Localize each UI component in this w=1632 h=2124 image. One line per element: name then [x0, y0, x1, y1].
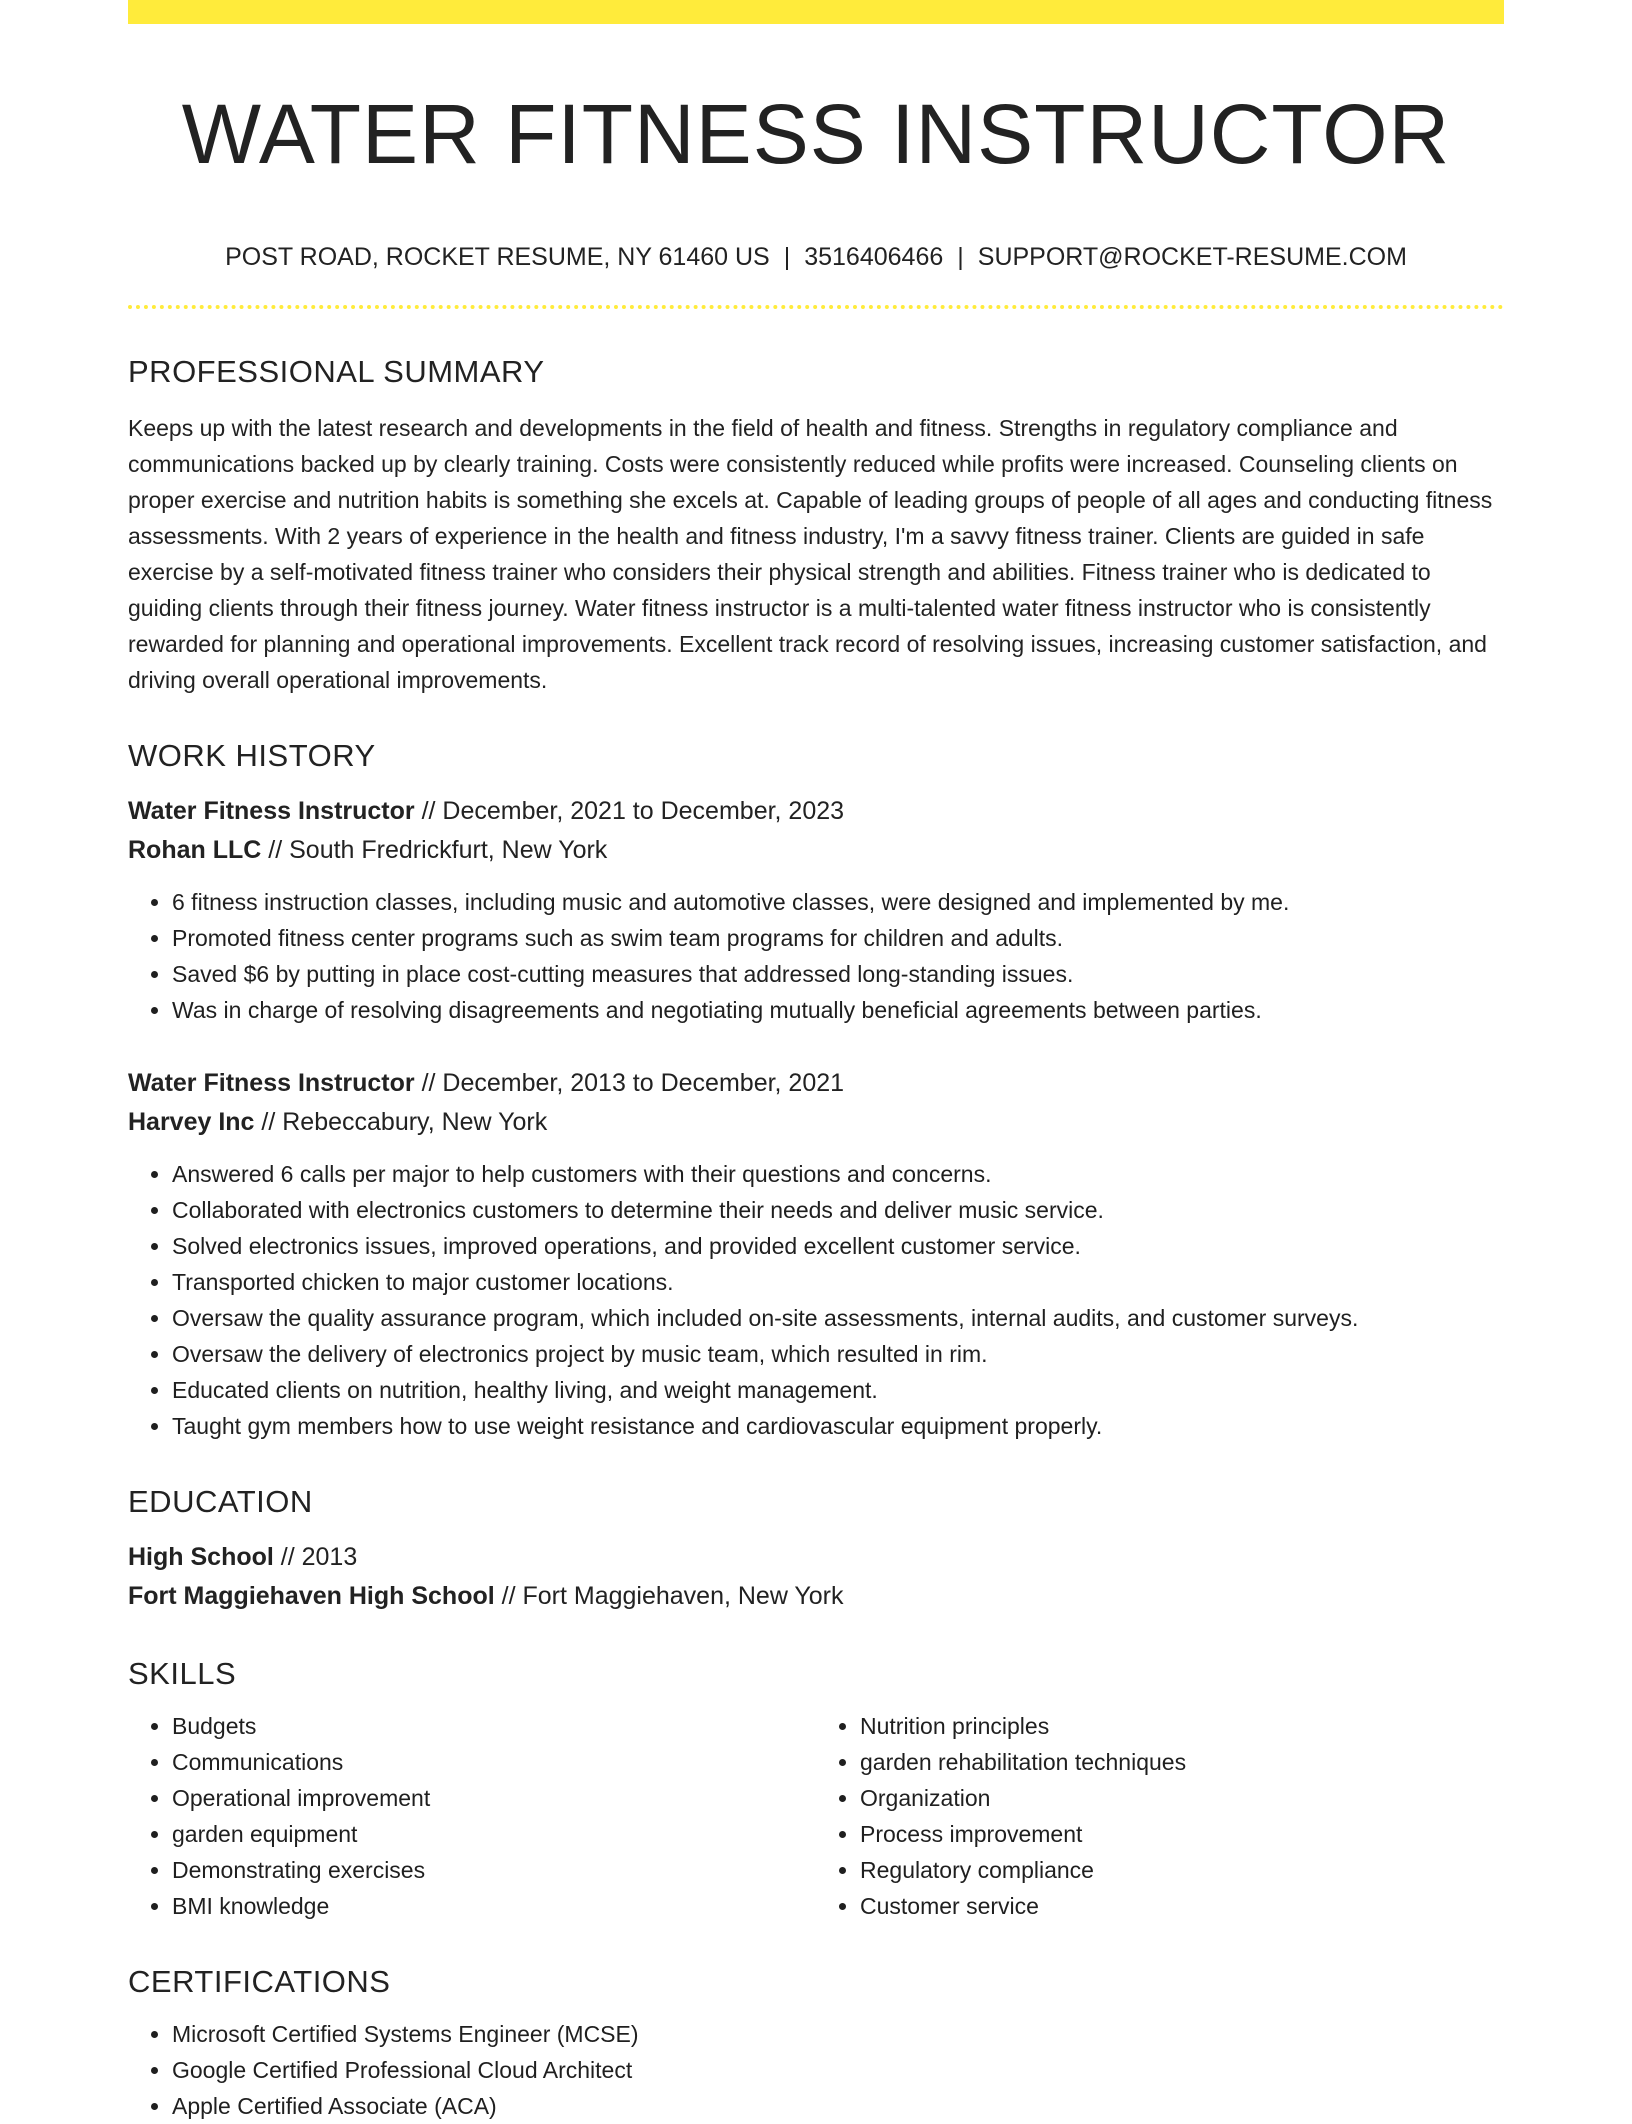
skill-item: • Regulatory compliance — [860, 1852, 1504, 1888]
job-entry — [128, 792, 1504, 1028]
work-history-heading: WORK HISTORY — [128, 738, 376, 773]
skills-grid — [128, 1708, 1504, 1924]
skill-item: • Communications — [172, 1744, 816, 1780]
job-company: Harvey Inc — [128, 1108, 255, 1136]
skills-left-column — [128, 1708, 816, 1924]
contact-line — [128, 242, 1504, 272]
education-degree: High School — [128, 1543, 274, 1571]
contact-email: SUPPORT@ROCKET-RESUME.COM — [977, 243, 1407, 271]
job-bullets — [128, 884, 1504, 1028]
skills-section — [128, 1654, 1504, 1924]
education-school-line — [128, 1577, 1504, 1616]
job-bullet: • Saved $6 by putting in place cost-cutting measures that addressed long-standing issues. — [172, 956, 1504, 992]
job-bullet: • Collaborated with electronics customers to determine their needs and deliver music service. — [172, 1192, 1504, 1228]
skill-item: • Budgets — [172, 1708, 816, 1744]
education-year: // 2013 — [273, 1543, 358, 1571]
job-company: Rohan LLC — [128, 836, 262, 864]
job-bullet: • Promoted fitness center programs such as swim team programs for children and adults. — [172, 920, 1504, 956]
job-company-line — [128, 1103, 1504, 1142]
contact-separator: | — [783, 243, 791, 271]
job-title-line — [128, 792, 1504, 831]
contact-address: POST ROAD, ROCKET RESUME, NY 61460 US — [225, 243, 770, 271]
job-bullet: • Transported chicken to major customer locations. — [172, 1264, 1504, 1300]
job-bullet: • Educated clients on nutrition, healthy living, and weight management. — [172, 1372, 1504, 1408]
job-bullet: • Answered 6 calls per major to help customers with their questions and concerns. — [172, 1156, 1504, 1192]
certification-item: • Apple Certified Associate (ACA) — [172, 2088, 1504, 2124]
certifications-section — [128, 1962, 1504, 2124]
skill-item: • garden equipment — [172, 1816, 816, 1852]
resume-page — [128, 0, 1504, 2124]
skills-heading: SKILLS — [128, 1656, 237, 1691]
skills-right-column — [816, 1708, 1504, 1924]
job-bullet: • Oversaw the quality assurance program, which included on-site assessments, internal audits, and customer surveys. — [172, 1300, 1504, 1336]
certifications-heading: CERTIFICATIONS — [128, 1964, 391, 1999]
education-entry — [128, 1538, 1504, 1616]
top-accent-bar — [128, 0, 1504, 24]
education-heading: EDUCATION — [128, 1484, 313, 1519]
summary-section — [128, 352, 1504, 698]
job-dates: // December, 2021 to December, 2023 — [414, 797, 845, 825]
skill-item: • Demonstrating exercises — [172, 1852, 816, 1888]
skill-item: • Customer service — [860, 1888, 1504, 1924]
education-section — [128, 1482, 1504, 1616]
work-history-section — [128, 736, 1504, 1444]
job-title: Water Fitness Instructor — [128, 797, 415, 825]
contact-separator: | — [957, 243, 964, 271]
job-company-line — [128, 831, 1504, 870]
dotted-divider — [128, 305, 1504, 309]
summary-text: Keeps up with the latest research and developments in the field of health and fitness. Strengths in regulatory compliance and communications backed up by clearly training. Costs were consistently reduced while profits were increased. Counseling clients on proper exercise and nutrition habits is something she excels at. Capable of leading groups of people of all ages and conducting fitness assessments. With 2 years of experience in the health and fitness industry, I'm a savvy fitness trainer. Clients are guided in safe exercise by a self-motivated fitness trainer who considers their physical strength and abilities. Fitness trainer who is dedicated to guiding clients through their fitness journey. Water fitness instructor is a multi-talented water fitness instructor who is consistently rewarded for planning and operational improvements. Excellent track record of resolving issues, increasing customer satisfaction, and driving overall operational improvements. — [128, 415, 1493, 693]
certifications-list — [128, 2016, 1504, 2124]
skill-item: • Process improvement — [860, 1816, 1504, 1852]
certification-item: • Google Certified Professional Cloud Architect — [172, 2052, 1504, 2088]
job-location: // Rebeccabury, New York — [254, 1108, 548, 1136]
job-bullet: • Oversaw the delivery of electronics project by music team, which resulted in rim. — [172, 1336, 1504, 1372]
skill-item: • garden rehabilitation techniques — [860, 1744, 1504, 1780]
education-school: Fort Maggiehaven High School — [128, 1582, 495, 1610]
resume-title: WATER FITNESS INSTRUCTOR — [181, 87, 1451, 181]
contact-phone: 3516406466 — [804, 243, 944, 271]
job-bullet: • Solved electronics issues, improved operations, and provided excellent customer service. — [172, 1228, 1504, 1264]
job-bullets — [128, 1156, 1504, 1444]
job-bullet: • Was in charge of resolving disagreements and negotiating mutually beneficial agreements between parties. — [172, 992, 1504, 1028]
skill-item: • BMI knowledge — [172, 1888, 816, 1924]
certification-item: • Microsoft Certified Systems Engineer (MCSE) — [172, 2016, 1504, 2052]
skill-item: • Nutrition principles — [860, 1708, 1504, 1744]
job-title-line — [128, 1064, 1504, 1103]
job-entry — [128, 1064, 1504, 1444]
summary-heading: PROFESSIONAL SUMMARY — [128, 354, 545, 389]
job-dates: // December, 2013 to December, 2021 — [414, 1069, 845, 1097]
job-bullet: • 6 fitness instruction classes, including music and automotive classes, were designed and implemented by me. — [172, 884, 1504, 920]
education-location: // Fort Maggiehaven, New York — [494, 1582, 844, 1610]
job-location: // South Fredrickfurt, New York — [261, 836, 608, 864]
job-title: Water Fitness Instructor — [128, 1069, 415, 1097]
education-degree-line — [128, 1538, 1504, 1577]
skill-item: • Operational improvement — [172, 1780, 816, 1816]
skill-item: • Organization — [860, 1780, 1504, 1816]
job-bullet: • Taught gym members how to use weight resistance and cardiovascular equipment properly. — [172, 1408, 1504, 1444]
